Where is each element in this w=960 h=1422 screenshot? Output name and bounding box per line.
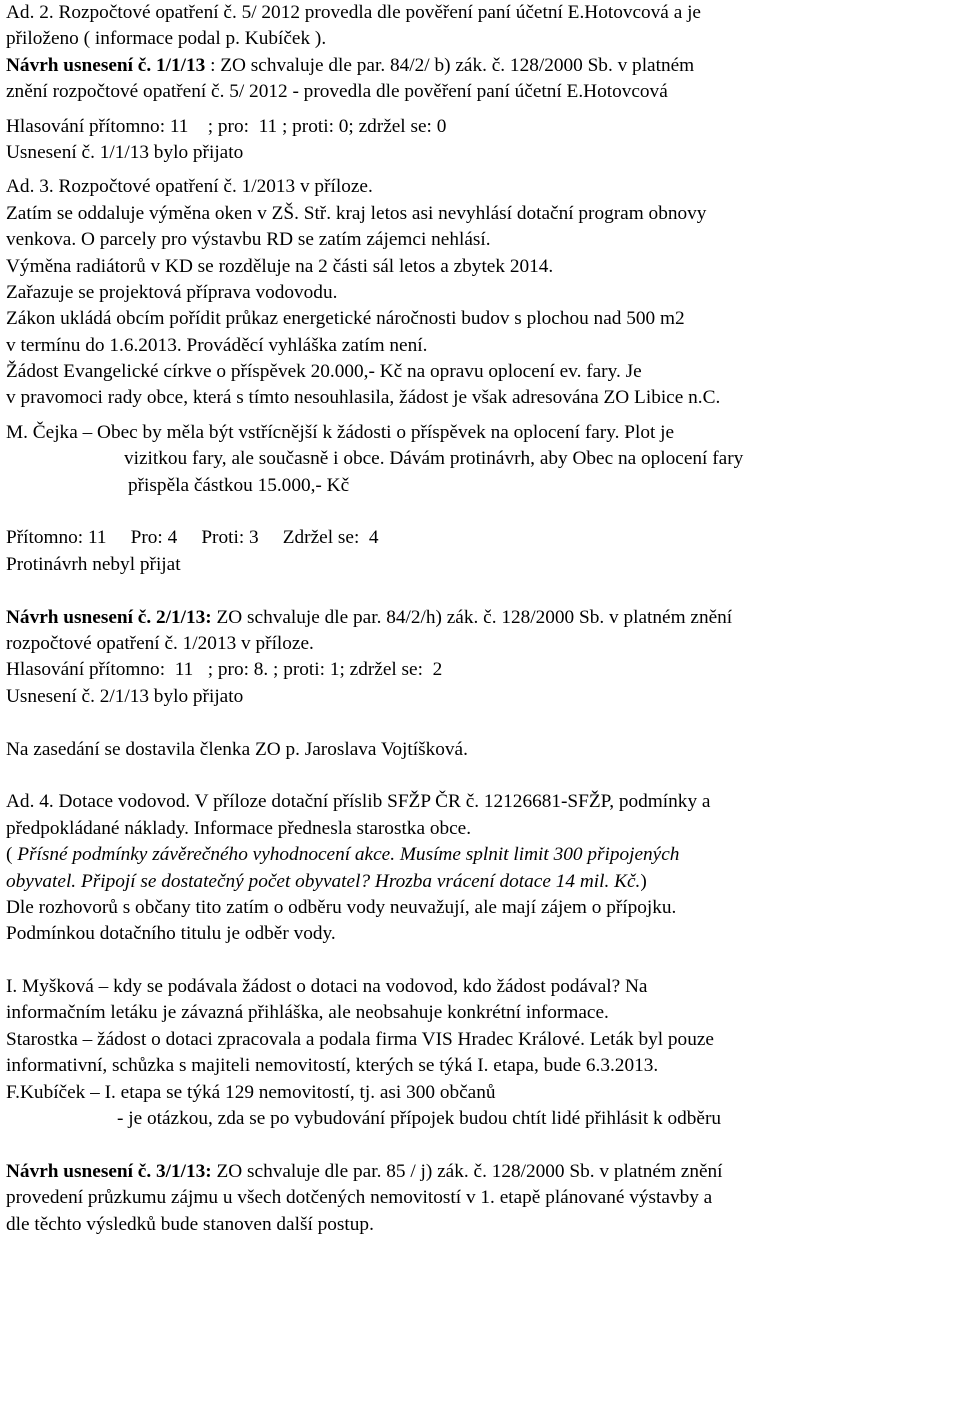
- cejka-line3: přispěla částkou 15.000,- Kč: [128, 474, 350, 496]
- counter-vote: Přítomno: 11 Pro: 4 Proti: 3 Zdržel se: 4: [6, 527, 379, 549]
- ad3-line: Zatím se oddaluje výměna oken v ZŠ. Stř. kraj letos asi nevyhlásí dotační program obnovy: [6, 202, 707, 224]
- arrival-note: Na zasedání se dostavila členka ZO p. Jaroslava Vojtíšková.: [6, 738, 468, 760]
- ad3-proposal-label: Návrh usnesení č. 2/1/13:: [6, 606, 212, 628]
- starostka-line1: Starostka – žádost o dotaci zpracovala a podala firma VIS Hradec Králové. Leták byl pouze: [6, 1028, 714, 1050]
- ad4-italic-text2: obyvatel. Připojí se dostatečný počet obyvatel? Hrozba vrácení dotace 14 mil. Kč.: [6, 870, 641, 892]
- ad4-italic-open: (: [6, 844, 18, 866]
- ad3-line: v pravomoci rady obce, která s tímto nesouhlasila, žádost je však adresována ZO Libice n.C.: [6, 387, 721, 409]
- ad2-vote: Hlasování přítomno: 11 ; pro: 11 ; proti: 0; zdržel se: 0: [6, 115, 447, 137]
- ad2-line1: Ad. 2. Rozpočtové opatření č. 5/ 2012 provedla dle pověření paní účetní E.Hotovcová a je: [6, 2, 701, 23]
- ad4-line5: Dle rozhovorů s občany tito zatím o odběru vody neuvažují, ale mají zájem o přípojku.: [6, 896, 677, 918]
- ad4-proposal-text: ZO schvaluje dle par. 85 / j) zák. č. 128/2000 Sb. v platném znění: [211, 1160, 723, 1182]
- kubicek-line2: - je otázkou, zda se po vybudování přípojek budou chtít lidé přihlásit k odběru: [117, 1108, 722, 1130]
- ad4-line6: Podmínkou dotačního titulu je odběr vody.: [6, 923, 336, 945]
- kubicek-line1: F.Kubíček – I. etapa se týká 129 nemovitostí, tj. asi 300 občanů: [6, 1081, 496, 1103]
- ad4-italic-line1: [6, 842, 950, 868]
- ad4-proposal-line2: provedení průzkumu zájmu u všech dotčených nemovitostí v 1. etapě plánované výstavby a: [6, 1187, 713, 1209]
- ad4-line2: předpokládané náklady. Informace přednesla starostka obce.: [6, 817, 472, 839]
- ad3-line: Žádost Evangelické církve o příspěvek 20.000,- Kč na opravu oplocení ev. fary. Je: [6, 361, 642, 383]
- myskova-line1: I. Myšková – kdy se podávala žádost o dotaci na vodovod, kdo žádost podával? Na: [6, 976, 648, 998]
- ad3-proposal: [6, 605, 950, 631]
- ad3-line: venkova. O parcely pro výstavbu RD se zatím zájemci nehlásí.: [6, 229, 491, 251]
- ad3-resolution: Usnesení č. 2/1/13 bylo přijato: [6, 685, 244, 707]
- cejka-line1: M. Čejka – Obec by měla být vstřícnější k žádosti o příspěvek na oplocení fary. Plot je: [6, 421, 675, 443]
- ad3-line: Ad. 3. Rozpočtové opatření č. 1/2013 v příloze.: [6, 176, 373, 198]
- ad2-resolution: Usnesení č. 1/1/13 bylo přijato: [6, 141, 244, 163]
- ad4-proposal-label: Návrh usnesení č. 3/1/13:: [6, 1160, 212, 1182]
- ad3-proposal-line2: rozpočtové opatření č. 1/2013 v příloze.: [6, 632, 314, 654]
- ad2-proposal-text: : ZO schvaluje dle par. 84/2/ b) zák. č. 128/2000 Sb. v platném: [205, 54, 695, 76]
- cejka-line2: vizitkou fary, ale současně i obce. Dávám protinávrh, aby Obec na oplocení fary: [124, 448, 744, 470]
- ad4-line1: Ad. 4. Dotace vodovod. V příloze dotační příslib SFŽP ČR č. 12126681-SFŽP, podmínky a: [6, 791, 711, 813]
- ad2-proposal-label: Návrh usnesení č. 1/1/13: [6, 54, 206, 76]
- ad2-proposal: [6, 53, 950, 79]
- myskova-line2: informačním letáku je závazná přihláška, ale neobsahuje konkrétní informace.: [6, 1002, 609, 1024]
- ad3-proposal-text: ZO schvaluje dle par. 84/2/h) zák. č. 128/2000 Sb. v platném znění: [211, 606, 733, 628]
- ad4-proposal-line3: dle těchto výsledků bude stanoven další postup.: [6, 1213, 374, 1235]
- ad3-line: v termínu do 1.6.2013. Prováděcí vyhláška zatím není.: [6, 334, 428, 356]
- ad4-italic-text1: Přísné podmínky závěrečného vyhodnocení akce. Musíme splnit limit 300 připojených: [17, 844, 680, 866]
- ad3-line: Zařazuje se projektová příprava vodovodu.: [6, 281, 338, 303]
- ad3-line: Výměna radiátorů v KD se rozděluje na 2 části sál letos a zbytek 2014.: [6, 255, 554, 277]
- ad4-proposal: [6, 1159, 950, 1185]
- counter-result: Protinávrh nebyl přijat: [6, 553, 181, 575]
- ad4-italic-line2: [6, 869, 950, 895]
- ad2-line4: znění rozpočtové opatření č. 5/ 2012 - provedla dle pověření paní účetní E.Hotovcová: [6, 81, 668, 103]
- ad4-italic-close: ): [640, 870, 647, 892]
- ad3-line: Zákon ukládá obcím pořídit průkaz energetické náročnosti budov s plochou nad 500 m2: [6, 308, 685, 330]
- starostka-line2: informativní, schůzka s majiteli nemovitostí, kterých se týká I. etapa, bude 6.3.2013.: [6, 1055, 659, 1077]
- ad2-line2: přiloženo ( informace podal p. Kubíček ).: [6, 28, 327, 50]
- ad3-vote: Hlasování přítomno: 11 ; pro: 8. ; proti: 1; zdržel se: 2: [6, 659, 443, 681]
